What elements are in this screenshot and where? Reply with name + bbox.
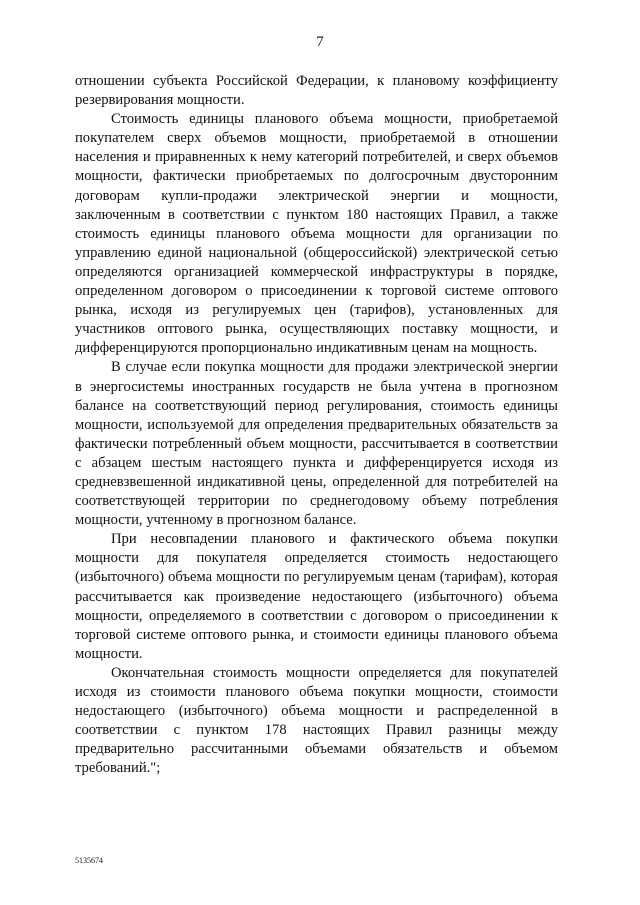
paragraph-foreign-energy-systems: В случае если покупка мощности для продажи электрической энергии в энергосистемы иностранных государств не была учтена в прогнозном балансе на соответствующий период регулирования, стоимость единицы мощности, используемой для определения предварительных обязательств за фактически потребленный объем мощности, рассчитывается в соответствии с абзацем шестым настоящего пункта и дифференцируется исходя из средневзвешенной индикативной цены, определенной для потребителей на соответствующей территории по среднегодовому объему потребления мощности, учтенному в прогнозном балансе. (75, 359, 558, 529)
paragraph-volume-mismatch: При несовпадении планового и фактического объема покупки мощности для покупателя определяется стоимость недостающего (избыточного) объема мощности по регулируемым ценам (тарифам), которая рассчитывается как произведение недостающего (избыточного) объема мощности, определяемого в соответствии с договором о присоединении к торговой системе оптового рынка, и стоимости единицы планового объема мощности. (75, 531, 558, 662)
paragraph-planned-capacity-cost: Стоимость единицы планового объема мощности, приобретаемой покупателем сверх объемов мощности, приобретаемой в отношении населения и приравненных к нему категорий потребителей, и сверх объемов мощности, фактически приобретаемых по долгосрочным двусторонним договорам купли-продажи электрической энергии и мощности, заключенным в соответствии с пунктом 180 настоящих Правил, а также стоимость единицы планового объема мощности для организации по управлению единой национальной (общероссийской) электрической сетью определяются организацией коммерческой инфраструктуры в порядке, определенном договором о присоединении к торговой системе оптового рынка, исходя из регулируемых цен (тарифов), установленных для участников оптового рынка, осуществляющих поставку мощности, и дифференцируются пропорционально индикативным ценам на мощность. (75, 111, 558, 357)
page-number: 7 (316, 34, 324, 50)
paragraph-continuation: отношении субъекта Российской Федерации, к плановому коэффициенту резервирования мощности. (75, 73, 558, 109)
paragraph-final-cost: Окончательная стоимость мощности определяется для покупателей исходя из стоимости планового объема покупки мощности, стоимости недостающего (избыточного) объема мощности и распределенной в соответствии с пунктом 178 настоящих Правил разницы между предварительно рассчитанными объемами обязательств и объемом требований."; (75, 664, 558, 777)
document-code: 5135674 (75, 856, 103, 865)
document-body (75, 72, 558, 778)
